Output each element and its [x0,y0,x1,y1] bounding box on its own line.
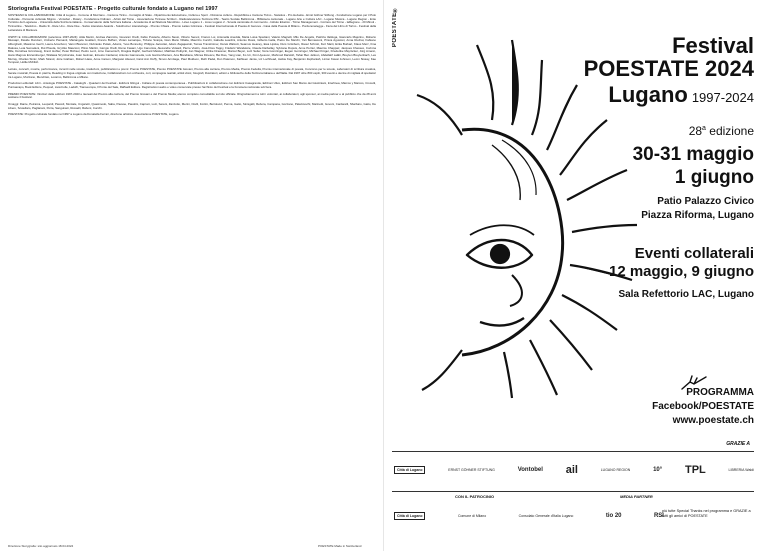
sponsor-logo: LUGANO REGION [600,468,631,472]
sponsors-divider [392,451,754,452]
collateral-events-dates: 12 maggio, 9 giugno [608,263,754,280]
sponsors-heading: GRAZIE A [726,441,750,447]
sponsor-logo: Vontobel [517,467,543,473]
sponsor-logo: LIBRERIA Waldi [728,468,754,472]
festival-years: 1997-2024 [691,90,754,105]
credits-column [8,6,376,546]
patronage-heading: CON IL PATROCINIO [455,494,495,499]
brand-vertical-label: POESTATE® [392,6,398,48]
credits-paragraph: PREMIO POESTATE: Vincitori delle edizioni 1997-2023 e laureati del Premio alla carriera, del Premio Giovani e del Premio Media; elenco completo consultabile sul sito ufficiale. Ringraziamenti a tutti i volontari, ai collaboratori, agli sponsor, ai media partner e al pubblico che da 28 anni sostiene il Festival. [8,91,376,100]
festival-dates-line1: 30-31 maggio [632,144,754,165]
festival-title-line1: Festival [672,33,754,58]
footer-right-note: POESTATE Made in Switzerland [318,544,362,548]
media-partner-heading: MEDIA PARTNER [620,494,653,499]
credits-paragraph: Omaggi: Dante, Petrarca, Leopardi, Pascoli, Montale, Ungaretti, Quasimodo, Saba, Pavese, Pasolini, Caproni, Luzi, Sereni, Zanzotto, Merini, Orelli, Fortini, Bertolucci, Penna, Gatto, Sinisgalli, Rebora, Campana, Gozzano, Palazzeschi, Marinetti, Govoni, Cardarelli, Sbarbaro, Gatto, De Libero, Scotellaro, Pagliarani, Porta, Sanguineti, Rosselli, Raboni, Cucchi. [8,102,376,110]
edition-text: edizione [709,124,754,138]
program-label: PROGRAMMA [686,387,754,398]
special-thanks-note: più tutte Special Thanks nel programma e GRAZIE a tutti gli amici di POESTATE [662,509,751,518]
website-link[interactable]: www.poestate.ch [672,415,754,426]
page-fold-divider [383,0,384,551]
credits-paragraph: Letture, concerti, mostre, performance, incontri nelle scuole, traduzioni, pubblicazioni e premi: Premio POESTATE, Premio POESTATE Giovani, Premio alla carriera, Premio Media, Premio Fedeltà, Premio internazionale di poesia, Concorso per le scuole, Laboratori di scrittura creativa, Serate musicali, Poesia in piazza, Reading in lingua originale con traduzione, Collaborazioni con orchestre, cori, compagnie teatrali, artisti visivi, fotografi, illustratori, editori e biblioteche della Svizzera italiana e dell'Italia. Dal 1997 oltre 800 ospiti, 300 eventi e decine di migliaia di spettatori tra Lugano, Muzzano, Mendrisio, Locarno, Bellinzona e Milano. [8,67,376,79]
credits-paragraph: SOSTEGNO E COLLABORAZIONE: Città di Lugano - Comune di Muzzano - Cantone Ticino - Consiglio di Stato - Dipartimento Educazione, Cultura e Sport - Divisione cultura - Repubblica e Cantone Ticino - Swisslos - Pro Helvetia - Ernst Göhner Stiftung - Fondazione Lugano per il Polo Culturale - Percento culturale Migros - Vontobel - Rotary - Fondazione Fidinam - Artisti dal Ticino - Associazione Ticinese Scrittori - Radiotelevisione Svizzera RSI - Teatro Sociale Bellinzona - Biblioteca cantonale - Lugano Arte e Cultura LAC - Lugano Musica - Lugano Region - Ente Turistico del Luganese - Università della Svizzera italiana - Conservatorio della Svizzera italiana - Accademia di architettura Mendrisio - Liceo Lugano 1 - Liceo Lugano 2 - Scuola cantonale di commercio - Istituto Elvetico - Ticino Management - Corriere del Ticino - laRegione - 20 Minuti - Ticinonline - Teleticino - Radio 3i - Rete Uno - Rete Due - Swiss Literature Awards - Solothurner Literaturtage - Premio Chiara - Premio Lattes Grinzane - Festival Internazionale di Poesia di Genova - Casa della Poesia di Milano - Pordenonelegge - Fiera del Libro di Torino - Festival della Letteratura di Mantova. [8,13,376,32]
festival-venue-line1: Patio Palazzo Civico [657,196,754,207]
sponsor-logo: ail [565,464,578,476]
sponsor-logo: ERNST GÖHNER STIFTUNG [448,468,495,472]
festival-title-line2: POESTATE 2024 [583,56,754,81]
partner-logo: tio 20 [605,513,622,519]
festival-venue-line2: Piazza Riforma, Lugano [641,210,754,221]
sponsors-row [394,456,754,484]
sponsor-logo: Città di Lugano [394,466,425,474]
footer-left-note: Direzione Storygrafie: sito aggiornato 18.04.2024 [8,544,74,548]
partner-logo: RSI [653,513,664,519]
sponsor-logo: 10° [653,467,663,473]
partner-logo: Comune di Milano [457,514,487,518]
festival-dates-line2: 1 giugno [674,167,754,188]
credits-paragraph: Produzioni editoriali: Libri - Antologie POESTATE - Cataloghi - Quaderni del Festival - Edizioni bilingui - Collane di poesia contemporanea - Pubblicazioni in collaborazione con Edizioni Casagrande, Edizioni Ulivo, Edizioni San Marco dei Giustiniani, Interlinea, Marcos y Marcos, Crocetti, Puntoacapo, Book Editore, Pequod, LietoColle, Ladolfi, Transeuropa, Il Ponte del Sale, Raffaelli Editore. Registrazioni audio e video conservate presso l'archivio del Festival e la Fonoteca nazionale svizzera. [8,81,376,89]
edition-label [689,124,754,138]
partners-row [394,503,664,529]
partners-divider [392,491,754,492]
sponsor-logo: TPL [684,464,706,476]
edition-superscript: a [702,125,706,132]
credits-heading: Storiografia Festival POESTATE - Progetto culturale fondato a Lugano nel 1997 [8,6,218,12]
edition-number: 28 [688,124,703,138]
collateral-events-title: Eventi collaterali [634,245,754,262]
facebook-link[interactable]: Facebook/POESTATE [652,401,754,412]
partner-logo: Consolato Generale d'Italia Lugano [518,514,574,518]
festival-city-years [608,82,754,108]
credits-paragraph: OSPITI E COLLABORAZIONI (selezione 1997-2024): Alda Merini, Andrea Zanzotto, Giovanni Orelli, Fabio Pusterla, Alberto Nessi, Vittorio Sereni, Franco Loi, Antonella Anedda, Maria Luisa Spaziani, Valerio Magrelli, Milo De Angelis, Patrizia Valduga, Giancarlo Majorino, Roberto Mussapi, Davide Rondoni, Umberto Piersanti, Mariangela Gualtieri, Franco Buffoni, Vivian Lamarque, Tiziano Scarpa, Gian Mario Villalta, Maurizio Cucchi, Isabella Leardini, Antonio Rossi, Gilberto Isella, Pietro De Marchi, Yari Bernasconi, Prisca Agustoni, Anna Ruchat, Fabiano Alborghetti, Massimo Gezzi, Laura Accerboni, Vanni Bianconi, Dubravko Pušek, Adonis, Yves Bonnefoy, Philippe Jaccottet, Adam Zagajewski, Tomas Tranströmer, Derek Walcott, Seamus Heaney, Ewa Lipska, Durs Grünbein, Raoul Schrott, Kurt Marti, Erika Burkart, Klaus Merz, Ilma Rakusa, Leta Semadeni, Rut Plouda, Grytzko Mascioni, Plinio Martini, Giorgio Orelli, Remo Fasani, Ugo Canonica, Alexandre Voisard, Pierre Voélin, José-Flore Tappy, Frédéric Wandelère, Claude Darbellay, Sylviane Dupuis, Anne Perrier, Maurice Chappaz, Jacques Chessex, Corinna Bille, Dorothea Grünzweig, Franz Hohler, Peter Bichsel, Pedro Lenz, Arno Camenisch, Dragica Rajčić, Gerhard Meister, Matthias Politycki, Jan Wagner, Ulrike Draesner, Marcel Beyer, Lutz Seiler, Nora Gomringer, Eugen Gomringer, Michael Krüger, Friederike Mayröcker, Jürg Amann, Hans Magnus Enzensberger, Wisława Szymborska, Juan Gelman, Ernesto Cardenal, Antonio Gamoneda, Luis García Montero, Ana Blandiana, Mircea Dinescu, Bei Dao, Yang Lian, Ko Un, Kim Hyesoon, Mahmud Darwish, Tahar Ben Jelloun, Abdellatif Laâbi, Breyten Breytenbach, Les Murray, Charles Simic, Mark Strand, Jorie Graham, Robert Hass, Anne Carson, Margaret Atwood, Carol Ann Duffy, Simon Armitage, Paul Muldoon, Ruth Padel, Don Paterson, Kathleen Jamie, Liz Lochhead, Jackie Kay, Benjamin Zephaniah, Linton Kwesi Johnson, Lemn Sissay, Kae Tempest, Hollie McNish. [8,34,376,65]
partner-logo: Città di Lugano [394,512,425,520]
credits-paragraph: POESTATE: Progetto culturale fondato nel 1997 a Lugano da Donatella Ferrari, direzione artistica. Associazione POESTATE, Lugano. [8,112,180,117]
festival-city: Lugano [608,82,688,107]
collateral-events-venue: Sala Refettorio LAC, Lugano [618,289,754,300]
